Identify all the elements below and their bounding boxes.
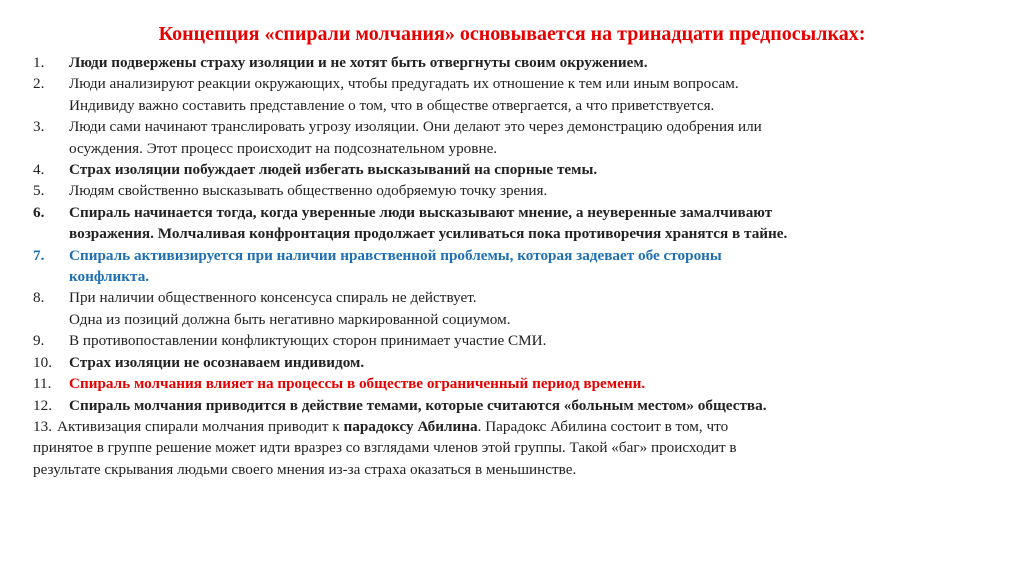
item-number: 8. [33, 289, 45, 307]
list-item-2 [33, 73, 1003, 116]
slide-title: Концепция «спирали молчания» основывается на тринадцати предпосылках: [158, 23, 866, 45]
list-item-6 [33, 202, 1003, 245]
list-item-9 [33, 330, 1003, 351]
item-line: Индивиду важно составить представление о том, что в обществе отвергается, а что приветствуется. [69, 96, 715, 114]
item-line: Спираль начинается тогда, когда уверенные люди высказывают мнение, а неуверенные замалчивают [69, 203, 773, 221]
list-item-4 [33, 159, 1003, 180]
item-number: 4. [33, 161, 45, 179]
item-text: Спираль молчания приводится в действие темами, которые считаются «больным местом» общества. [69, 396, 767, 414]
list-item-12 [33, 395, 1003, 416]
item-text: Людям свойственно высказывать общественно одобряемую точку зрения. [69, 182, 548, 200]
item-text [69, 287, 1003, 330]
item-line: Люди сами начинают транслировать угрозу изоляции. Они делают это через демонстрацию одобрения или [69, 118, 762, 136]
item-text: Страх изоляции побуждает людей избегать высказываний на спорные темы. [69, 161, 598, 179]
item-line: осуждения. Этот процесс происходит на подсознательном уровне. [69, 139, 498, 157]
premises-list [33, 52, 1003, 480]
item-text-part: Активизация спирали молчания приводит к [56, 417, 344, 435]
item-number: 7. [33, 246, 45, 264]
item-line: конфликта. [69, 268, 150, 286]
item-text [69, 202, 1003, 245]
item-number: 1. [33, 54, 45, 71]
item-number: 12. [33, 396, 52, 414]
item-text [69, 116, 1003, 159]
item-text: Спираль молчания влияет на процессы в обществе ограниченный период времени. [69, 375, 646, 393]
abilene-paradox-term: парадоксу Абилина [343, 417, 478, 435]
item-text: В противопоставлении конфликтующих сторон принимает участие СМИ. [69, 332, 547, 350]
item-text-part: . Парадокс Абилина состоит в том, что [477, 417, 729, 435]
item-text [69, 73, 1003, 116]
item-number: 5. [33, 182, 45, 200]
list-item-3 [33, 116, 1003, 159]
list-item-11 [33, 373, 1003, 394]
item-line: Люди анализируют реакции окружающих, чтобы предугадать их отношение к тем или иным вопросам. [69, 75, 739, 93]
list-item-8 [33, 287, 1003, 330]
item-number: 9. [33, 332, 45, 350]
item-number: 3. [33, 118, 45, 136]
item-line: возражения. Молчаливая конфронтация продолжает усиливаться пока противоречия хранятся в тайне. [69, 225, 788, 243]
item-text: Страх изоляции не осознаваем индивидом. [69, 353, 365, 371]
item-number: 10. [33, 353, 52, 371]
list-item-7 [33, 245, 1003, 288]
item-line: Спираль активизируется при наличии нравственной проблемы, которая задевает обе стороны [69, 246, 722, 264]
item-number: 2. [33, 75, 45, 93]
item-line: результате скрывания людьми своего мнения из-за страха оказаться в меньшинстве. [33, 460, 577, 478]
item-line: При наличии общественного консенсуса спираль не действует. [69, 289, 477, 307]
list-item-10 [33, 352, 1003, 373]
list-item-5 [33, 180, 1003, 201]
item-line: Одна из позиций должна быть негативно маркированной социумом. [69, 310, 511, 328]
item-line: принятое в группе решение может идти вразрез со взглядами членов этой группы. Такой «баг» происходит в [33, 439, 737, 457]
item-number: 6. [33, 203, 45, 221]
item-number: 13. [33, 417, 52, 435]
list-item-13 [33, 416, 1003, 480]
item-number: 11. [33, 375, 52, 393]
list-item-1 [33, 52, 1003, 73]
item-text [69, 245, 1003, 288]
item-text: Люди подвержены страху изоляции и не хотят быть отвергнуты своим окружением. [69, 54, 648, 71]
